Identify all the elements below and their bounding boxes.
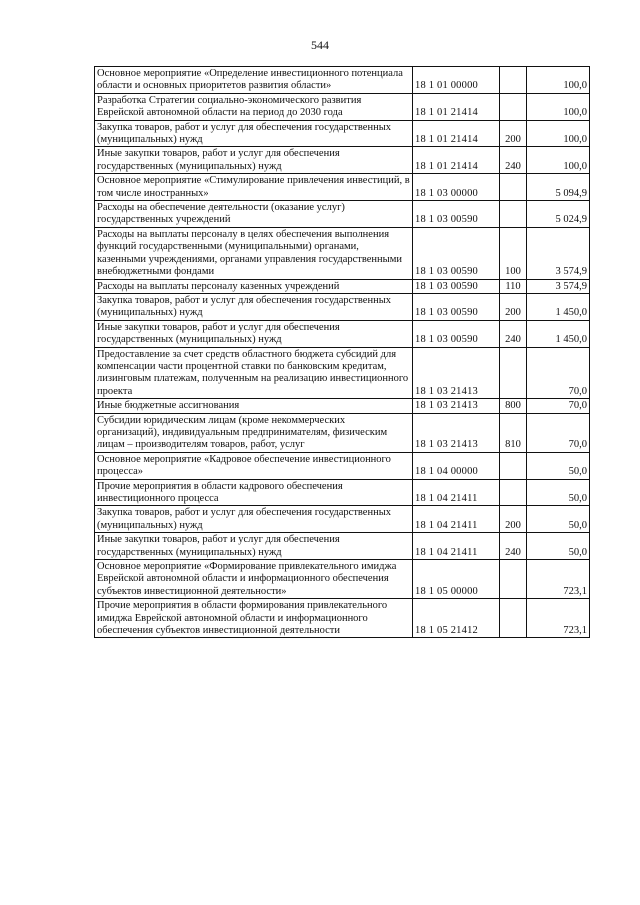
- row-amount: 100,0: [527, 120, 590, 147]
- row-vr: 810: [500, 413, 527, 452]
- row-name: Закупка товаров, работ и услуг для обеспечения государственных (муниципальных) нужд: [95, 293, 413, 320]
- page-number: 544: [311, 38, 329, 52]
- row-vr: 240: [500, 533, 527, 560]
- row-name: Предоставление за счет средств областного бюджета субсидий для компенсации части процентной ставки по банковским кредитам, лизинговым платежам, полученным на реализацию инвестиционного проекта: [95, 347, 413, 399]
- row-code: 18 1 03 21413: [413, 399, 500, 413]
- row-amount: 50,0: [527, 479, 590, 506]
- row-name: Разработка Стратегии социально-экономического развития Еврейской автономной области на период до 2030 года: [95, 93, 413, 120]
- row-amount: 100,0: [527, 67, 590, 94]
- table-row: [95, 413, 590, 452]
- table-row: [95, 506, 590, 533]
- table-row: [95, 533, 590, 560]
- row-vr: [500, 452, 527, 479]
- row-code: 18 1 04 00000: [413, 452, 500, 479]
- row-vr: [500, 67, 527, 94]
- row-name: Закупка товаров, работ и услуг для обеспечения государственных (муниципальных) нужд: [95, 506, 413, 533]
- row-name: Основное мероприятие «Кадровое обеспечение инвестиционного процесса»: [95, 452, 413, 479]
- row-name: Иные закупки товаров, работ и услуг для обеспечения государственных (муниципальных) нужд: [95, 320, 413, 347]
- row-name: Иные бюджетные ассигнования: [95, 399, 413, 413]
- row-amount: 5 024,9: [527, 201, 590, 228]
- row-amount: 70,0: [527, 399, 590, 413]
- row-amount: 3 574,9: [527, 227, 590, 279]
- table-row: [95, 120, 590, 147]
- row-amount: 70,0: [527, 347, 590, 399]
- row-name: Прочие мероприятия в области формирования привлекательного имиджа Еврейской автономной области и информационного обеспечения субъектов инвестиционной деятельности: [95, 599, 413, 638]
- row-code: 18 1 03 21413: [413, 347, 500, 399]
- row-amount: 723,1: [527, 560, 590, 599]
- row-code: 18 1 03 00000: [413, 174, 500, 201]
- row-code: 18 1 01 00000: [413, 67, 500, 94]
- table-row: [95, 93, 590, 120]
- table-row: [95, 560, 590, 599]
- row-code: 18 1 04 21411: [413, 506, 500, 533]
- row-name: Основное мероприятие «Стимулирование привлечения инвестиций, в том числе иностранных»: [95, 174, 413, 201]
- row-name: Основное мероприятие «Определение инвестиционного потенциала области и основных приоритетов развития области»: [95, 67, 413, 94]
- row-name: Основное мероприятие «Формирование привлекательного имиджа Еврейской автономной области и информационного обеспечения субъектов инвестиционной деятельности»: [95, 560, 413, 599]
- row-name: Расходы на выплаты персоналу казенных учреждений: [95, 279, 413, 293]
- row-code: 18 1 03 00590: [413, 201, 500, 228]
- row-vr: 200: [500, 120, 527, 147]
- row-vr: 240: [500, 320, 527, 347]
- row-code: 18 1 05 21412: [413, 599, 500, 638]
- row-code: 18 1 04 21411: [413, 479, 500, 506]
- table-row: [95, 320, 590, 347]
- row-name: Прочие мероприятия в области кадрового обеспечения инвестиционного процесса: [95, 479, 413, 506]
- table-row: [95, 452, 590, 479]
- row-amount: 723,1: [527, 599, 590, 638]
- table-row: [95, 201, 590, 228]
- table-row: [95, 347, 590, 399]
- row-amount: 50,0: [527, 452, 590, 479]
- row-code: 18 1 01 21414: [413, 93, 500, 120]
- row-vr: [500, 347, 527, 399]
- row-name: Расходы на выплаты персоналу в целях обеспечения выполнения функций государственными (муниципальными) органами, казенными учреждениями, органами управления государственными внебюджетными фондами: [95, 227, 413, 279]
- table-row: [95, 599, 590, 638]
- row-amount: 70,0: [527, 413, 590, 452]
- row-name: Расходы на обеспечение деятельности (оказание услуг) государственных учреждений: [95, 201, 413, 228]
- row-code: 18 1 05 00000: [413, 560, 500, 599]
- row-name: Закупка товаров, работ и услуг для обеспечения государственных (муниципальных) нужд: [95, 120, 413, 147]
- row-code: 18 1 01 21414: [413, 120, 500, 147]
- budget-table: [94, 66, 590, 638]
- row-vr: 200: [500, 506, 527, 533]
- row-vr: [500, 599, 527, 638]
- row-vr: 800: [500, 399, 527, 413]
- row-vr: [500, 174, 527, 201]
- table-row: [95, 147, 590, 174]
- row-amount: 100,0: [527, 93, 590, 120]
- table-row: [95, 479, 590, 506]
- row-amount: 100,0: [527, 147, 590, 174]
- row-code: 18 1 03 00590: [413, 279, 500, 293]
- row-code: 18 1 03 00590: [413, 320, 500, 347]
- row-code: 18 1 04 21411: [413, 533, 500, 560]
- row-vr: [500, 560, 527, 599]
- row-vr: 100: [500, 227, 527, 279]
- row-vr: [500, 479, 527, 506]
- row-amount: 1 450,0: [527, 293, 590, 320]
- row-amount: 50,0: [527, 506, 590, 533]
- row-code: 18 1 03 21413: [413, 413, 500, 452]
- table-row: [95, 279, 590, 293]
- row-name: Иные закупки товаров, работ и услуг для обеспечения государственных (муниципальных) нужд: [95, 147, 413, 174]
- row-code: 18 1 03 00590: [413, 293, 500, 320]
- row-name: Субсидии юридическим лицам (кроме некоммерческих организаций), индивидуальным предпринимателям, физическим лицам – производителям товаров, работ, услуг: [95, 413, 413, 452]
- row-code: 18 1 03 00590: [413, 227, 500, 279]
- row-name: Иные закупки товаров, работ и услуг для обеспечения государственных (муниципальных) нужд: [95, 533, 413, 560]
- row-amount: 5 094,9: [527, 174, 590, 201]
- row-vr: 110: [500, 279, 527, 293]
- table-row: [95, 67, 590, 94]
- table-row: [95, 174, 590, 201]
- table-row: [95, 293, 590, 320]
- row-amount: 3 574,9: [527, 279, 590, 293]
- row-amount: 1 450,0: [527, 320, 590, 347]
- table-row: [95, 399, 590, 413]
- table-row: [95, 227, 590, 279]
- row-vr: [500, 201, 527, 228]
- row-vr: 240: [500, 147, 527, 174]
- row-amount: 50,0: [527, 533, 590, 560]
- row-vr: [500, 93, 527, 120]
- row-vr: 200: [500, 293, 527, 320]
- row-code: 18 1 01 21414: [413, 147, 500, 174]
